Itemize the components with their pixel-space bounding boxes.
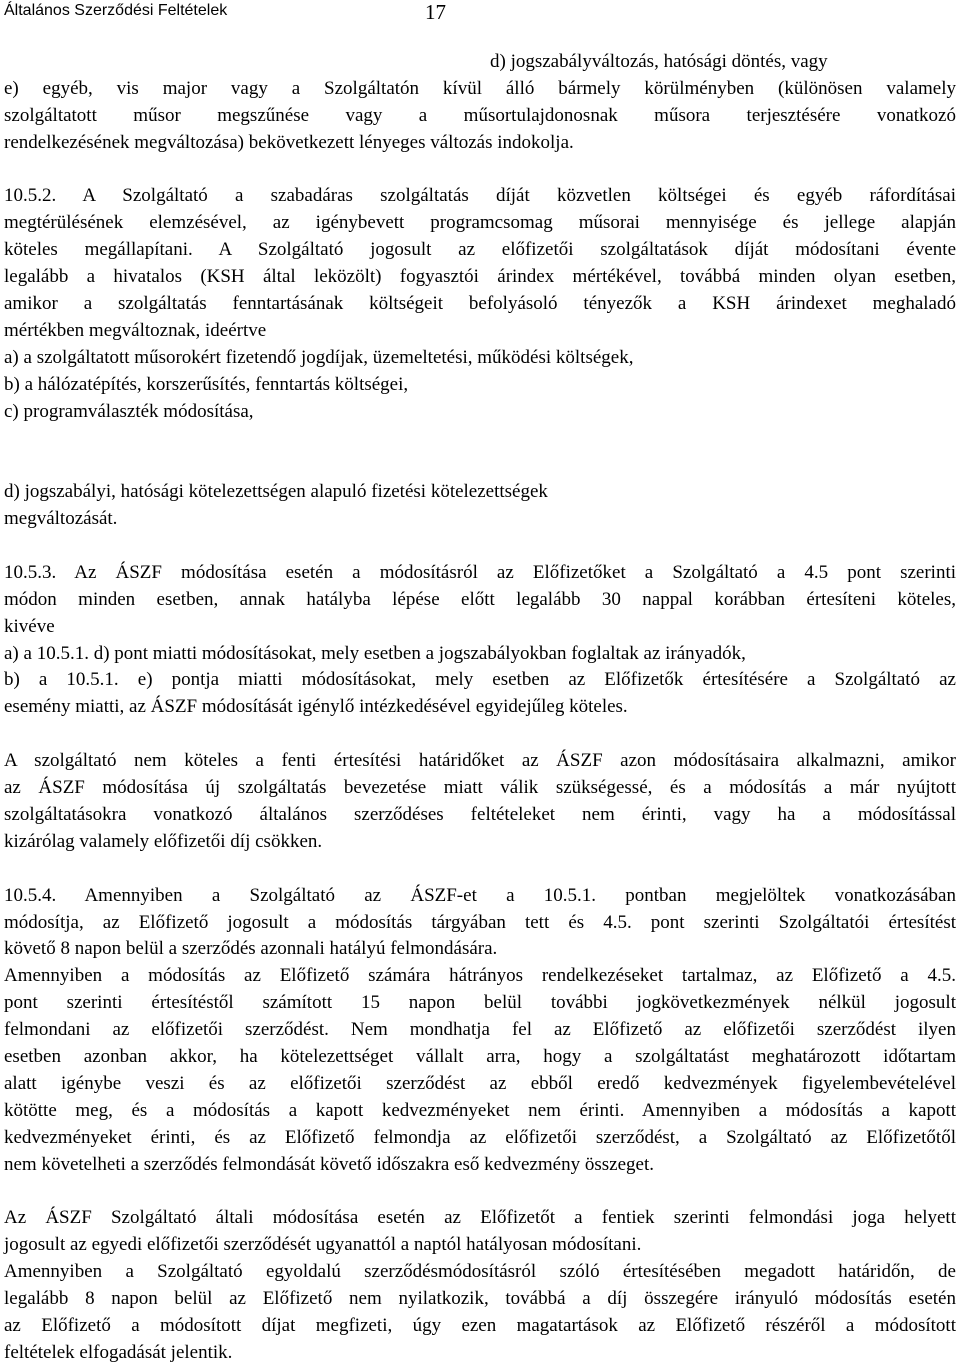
paragraph-gap <box>4 157 956 184</box>
text-line: e) egyéb, vis major vagy a Szolgáltatón kívül álló bármely körülményben (különösen valamely <box>4 77 956 99</box>
text-line: a) a 10.5.1. d) pont miatti módosításokat, mely esetben a jogszabályokban foglaltak az irányadók, <box>4 642 746 664</box>
text-line: esemény miatti, az ÁSZF módosítását igénylő intézkedésével egyidejűleg köteles. <box>4 696 628 718</box>
text-line: Az ÁSZF Szolgáltató általi módosítása esetén az Előfizetőt a fentiek szerinti felmondási joga helyett <box>4 1207 956 1229</box>
page-number: 17 <box>425 0 446 24</box>
text-line: módosítja, az Előfizető jogosult a módosítás tárgyában tett és 4.5. pont szerinti Szolgáltatói értesítést <box>4 911 956 933</box>
text-line: kizárólag valamely előfizetői díj csökken. <box>4 830 323 852</box>
text-line: nem követelheti a szerződés felmondását követő időszakra eső kedvezmény összeget. <box>4 1153 654 1175</box>
text-line: Amennyiben a Szolgáltató egyoldalú szerződésmódosításról szóló értesítésében megadott határidőn, de <box>4 1261 956 1283</box>
text-line: jogosult az egyedi előfizetői szerződését ugyanattól a naptól hatályosan módosítani. <box>4 1234 642 1256</box>
text-line: az ÁSZF módosítása új szolgáltatás bevezetése miatt válik szükségessé, és a módosítás a már nyújtott <box>4 777 956 799</box>
text-line: 10.5.3. Az ÁSZF módosítása esetén a módosításról az Előfizetőket a Szolgáltató a 4.5 pont szerinti <box>4 561 956 583</box>
paragraph-gap <box>4 721 956 748</box>
text-line: kötötte meg, és a módosítás a kapott kedvezményeket nem érinti. Amennyiben a módosítás a kapott <box>4 1099 956 1121</box>
paragraph-gap <box>4 856 956 883</box>
text-line: követő 8 napon belül a szerződés azonnali hatályú felmondására. <box>4 938 498 960</box>
document-title: Általános Szerződési Feltételek <box>4 2 228 19</box>
paragraph-gap <box>4 425 956 452</box>
text-line: felmondani az előfizetői szerződést. Nem mondhatja fel az Előfizető az előfizetői szerződést ilyen <box>4 1019 956 1041</box>
text-line: 10.5.2. A Szolgáltató a szabadáras szolgáltatás díját közvetlen költségei és egyéb ráfordításai <box>4 185 956 207</box>
text-line: d) jogszabályi, hatósági kötelezettségen alapuló fizetési kötelezettségek <box>4 481 548 503</box>
text-line: feltételek elfogadását jelentik. <box>4 1341 233 1363</box>
text-line: a) a szolgáltatott műsorokért fizetendő jogdíjak, üzemeltetési, működési költségek, <box>4 346 634 368</box>
text-line: kivéve <box>4 615 55 637</box>
text-line: mértékben megváltoznak, ideértve <box>4 319 267 341</box>
text-line: d) jogszabályváltozás, hatósági döntés, vagy <box>490 51 828 72</box>
text-line: legalább 8 napon belül az Előfizető nem nyilatkozik, továbbá a díj összegére irányuló módosítás esetén <box>4 1287 956 1309</box>
text-line: kedvezményeket érinti, és az Előfizető felmondja az előfizetői szerződést, a Szolgáltató az Előfizetőtől <box>4 1126 956 1148</box>
text-line: Amennyiben a módosítás az Előfizető számára hátrányos rendelkezéseket tartalmaz, az Előfizető a 4.5. <box>4 965 956 987</box>
text-line: szolgáltatott műsor megszűnése vagy a műsortulajdonosnak műsora terjesztésére vonatkozó <box>4 104 956 126</box>
text-line: rendelkezésének megváltozása) bekövetkezett lényeges változás indokolja. <box>4 131 574 153</box>
text-line: c) programválaszték módosítása, <box>4 400 254 422</box>
text-line: szolgáltatásokra vonatkozó általános szerződéses feltételeket nem érinti, vagy ha a módosítással <box>4 803 956 825</box>
paragraph-gap <box>4 1178 956 1205</box>
text-line: A szolgáltató nem köteles a fenti értesítési határidőket az ÁSZF azon módosításaira alkalmazni, amikor <box>4 750 956 772</box>
text-line: b) a hálózatépítés, korszerűsítés, fenntartás költségei, <box>4 373 409 395</box>
text-line: módon minden esetben, annak hatályba lépése előtt legalább 30 nappal korábban értesíteni köteles, <box>4 588 956 610</box>
text-line: megtérülésének elemzésével, az igénybevett programcsomag műsorai mennyisége és jellege alapján <box>4 212 956 234</box>
text-line: pont szerinti értesítéstől számított 15 napon belül további jogkövetkezmények nélkül jogosult <box>4 992 956 1014</box>
text-line: legalább a hivatalos (KSH által leközölt) fogyasztói árindex mértékével, továbbá minden olyan esetben, <box>4 266 956 288</box>
text-line: megváltozását. <box>4 508 118 530</box>
text-line: b) a 10.5.1. e) pontja miatti módosításokat, mely esetben az Előfizetők értesítésére a Szolgáltató az <box>4 669 956 691</box>
text-line: amikor a szolgáltatás fenntartásának költségeit befolyásoló tényezők a KSH árindexet meghaladó <box>4 293 956 315</box>
paragraph-gap <box>4 452 956 479</box>
text-line: köteles megállapítani. A Szolgáltató jogosult az előfizetői szolgáltatások díját módosítani évente <box>4 239 956 261</box>
text-line: alatt igénybe veszi és az előfizetői szerződést az ebből eredő kedvezmények figyelembevételével <box>4 1072 956 1094</box>
text-line: 10.5.4. Amennyiben a Szolgáltató az ÁSZF-et a 10.5.1. pontban megjelöltek vonatkozásában <box>4 884 956 906</box>
paragraph-gap <box>4 533 956 560</box>
document-body <box>4 49 956 1367</box>
text-line: esetben azonban akkor, ha kötelezettséget vállalt arra, hogy a szolgáltatást meghatározott időtartam <box>4 1045 956 1067</box>
text-line: az Előfizető a módosított díjat megfizeti, úgy ezen magatartások az Előfizető részéről a módosított <box>4 1314 956 1336</box>
